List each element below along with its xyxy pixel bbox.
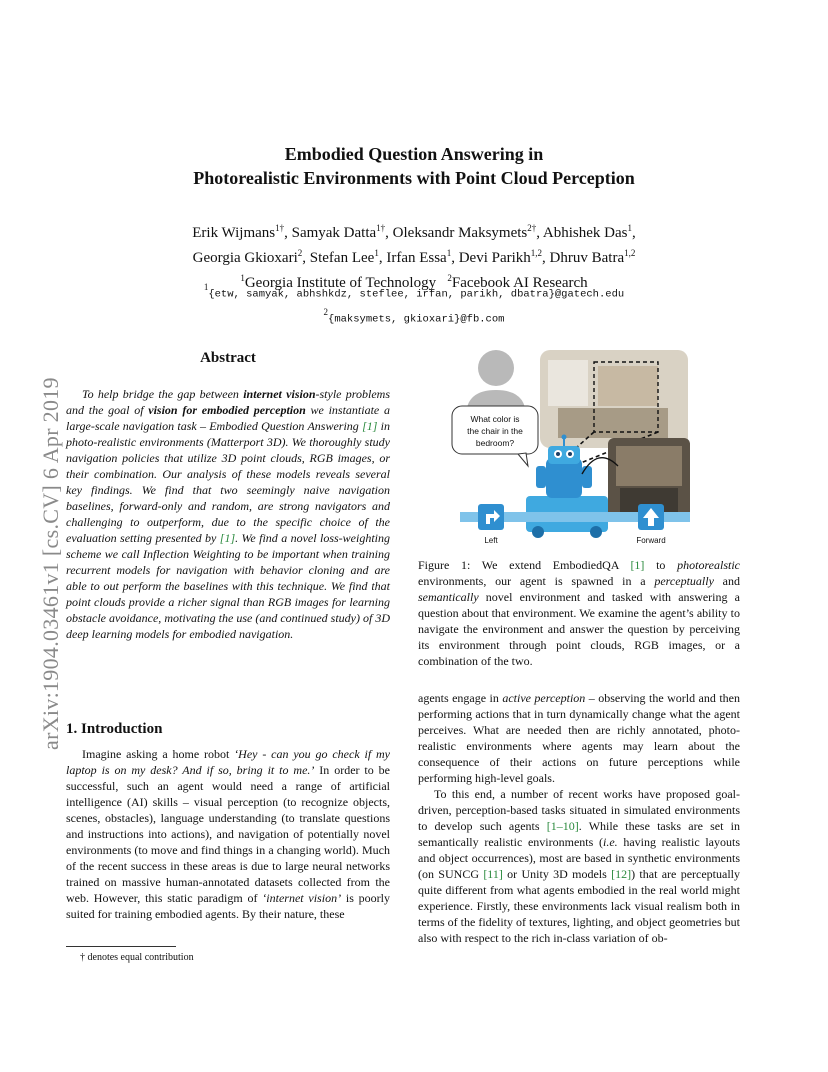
question-line-3: bedroom? — [475, 438, 515, 448]
citation-link[interactable]: [1–10] — [546, 819, 579, 833]
text-run: having realistic layouts and object occurrences), most are based in synthetic environments (on SUNCG — [418, 835, 740, 881]
caption-italic: semantically — [418, 590, 479, 604]
abstract-run: To help bridge the gap between — [82, 387, 244, 401]
caption-run: Figure 1: We extend EmbodiedQA — [418, 558, 631, 572]
abstract-bold: internet vision — [243, 387, 316, 401]
paragraph — [418, 786, 740, 946]
abstract-bold: vision for embodied perception — [148, 403, 306, 417]
caption-run: and — [713, 574, 740, 588]
email-gatech: {etw, samyak, abhshkdz, steflee, irfan, parikh, dbatra}@gatech.edu — [208, 288, 625, 301]
robot-pupil-right — [568, 452, 572, 456]
robot-wheel-right — [590, 526, 602, 538]
forward-label: Forward — [636, 536, 666, 545]
paper-title — [100, 142, 728, 190]
author-name: Irfan Essa — [386, 250, 447, 266]
caption-italic: photorealstic — [677, 558, 740, 572]
author-name: Erik Wijmans — [192, 225, 276, 241]
affil-sup: 1 — [240, 273, 245, 283]
abstract-run: . We find a novel loss-weighting scheme we call Inflection Weighting to be important when training recurrent models for navigation with behavior cloning and are able to out perform the baselines with this technique. We find that point clouds provide a richer signal than RGB images for learning obstacle avoidance, motivating the use (and continued study) of 3D deep learning models for embodied navigation. — [66, 531, 390, 641]
question-line-2: the chair in the — [467, 426, 523, 436]
footnote-rule — [66, 946, 176, 947]
citation-link[interactable]: [11] — [483, 867, 503, 881]
intro-continued — [418, 690, 740, 946]
text-run: – observing the world and then performing actions that in turn dynamically change what the agent perceives. What are needed then are richly annotated, photo-realistic environments where agents may learn about the consequence of their actions on future perceptions while performing high-level goals. — [418, 691, 740, 785]
citation-link[interactable]: [1] — [362, 419, 378, 433]
photo-window — [548, 360, 588, 406]
left-label: Left — [484, 536, 498, 545]
question-line-1: What color is — [470, 414, 520, 424]
email-block — [100, 278, 728, 329]
title-line-1: Embodied Question Answering in — [284, 144, 544, 164]
author-name: Samyak Datta — [291, 225, 377, 241]
abstract-heading: Abstract — [200, 350, 256, 366]
author-sup: 1† — [376, 223, 386, 233]
affiliation-gatech: Georgia Institute of Technology — [244, 275, 437, 291]
caption-italic: perceptually — [654, 574, 714, 588]
author-sup: 1 — [446, 248, 452, 258]
author-sup: 1 — [627, 223, 632, 233]
intro-run: is poorly suited for training embodied agents. By their nature, these — [66, 891, 390, 921]
text-run: . While these tasks are set in semantically realistic environments ( — [418, 819, 740, 849]
author-name: Georgia Gkioxari — [192, 250, 298, 266]
author-sup: 1† — [275, 223, 285, 233]
author-line-1: Erik Wijmans$^{1\dagger}$, Samyak Datta$^{1\dagger}$, Oleksandr Maksymets$^{2\dagger}$, Abhishek Das$^1$, — [192, 223, 636, 241]
citation-link[interactable]: [1] — [630, 558, 645, 572]
caption-run: novel environment and tasked with answering a question about that environment. We examine the agent’s ability to navigate the environment and answer the question by perceiving its environment through point clouds, RGB images, or a combination of the two. — [418, 590, 740, 668]
abstract-run: -style problems and the goal of — [66, 387, 390, 417]
email-fb: {maksymets, gkioxari}@fb.com — [328, 313, 505, 326]
author-sup: 2† — [527, 223, 537, 233]
abstract-text — [66, 386, 390, 642]
email-sup: 1 — [203, 282, 209, 292]
text-italic: active perception — [502, 691, 586, 705]
footnote: † denotes equal contribution — [80, 952, 194, 963]
robot-antenna-tip — [562, 435, 567, 440]
abstract-run: in photo-realistic environments (Matterport 3D). We thoroughly study navigation policies that utilize 3D point clouds, RGB images, or their combination. Our analysis of these models reveals several key findings. We find that two seemingly naive navigation baselines, forward-only and random, are strong navigators and challenging to outperform, due to the specific choice of the evaluation setting presented by — [66, 419, 390, 545]
affil-sup: 2 — [447, 273, 452, 283]
text-run: agents engage in — [418, 691, 503, 705]
pc-region-1 — [616, 446, 682, 486]
intro-quote: ‘internet vision’ — [262, 891, 342, 905]
title-line-2: Photorealistic Environments with Point Cloud Perception — [193, 168, 635, 188]
arxiv-identifier: arXiv:1904.03461v1 [cs.CV] 6 Apr 2019 — [38, 377, 63, 750]
robot-arm-right — [582, 466, 592, 488]
caption-run: to — [644, 558, 678, 572]
author-sup: 1 — [374, 248, 379, 258]
intro-text — [66, 746, 390, 922]
intro-run: Imagine asking a home robot — [82, 747, 235, 761]
caption-run: environments, our agent is spawned in a — [418, 574, 655, 588]
author-sup: 1,2 — [530, 248, 543, 258]
text-run: To this end, a number of recent works have proposed goal-driven, perception-based tasks situated in simulated environments to develop such agents — [418, 787, 740, 833]
citation-link[interactable]: [1] — [219, 531, 236, 545]
author-name: Dhruv Batra — [549, 250, 625, 266]
intro-run: In order to be successful, such an agent would need a range of artificial intelligence (AI) skills – visual perception (to recognize objects, scenes, obstacles), language understanding (to translate questions and instructions into actions), and navigation of potentially novel environments (to move and find things in a changing world). Much of the recent success in these areas is due to large neural networks trained on massive human-annotated datasets collected from the web. However, this static paradigm of — [66, 763, 390, 905]
person-head-icon — [478, 350, 514, 386]
robot-pupil-left — [556, 452, 560, 456]
robot-wheel-left — [532, 526, 544, 538]
author-line-2: Georgia Gkioxari$^2$, Stefan Lee$^1$, Irfan Essa$^1$, Devi Parikh$^{1,2}$, Dhruv Batra$^{1,2}$ — [192, 248, 636, 266]
author-name: Stefan Lee — [309, 250, 375, 266]
speech-bubble-tail — [518, 453, 528, 466]
figure-1-caption — [418, 557, 740, 669]
robot-head — [548, 446, 580, 464]
author-name: Abhishek Das — [542, 225, 628, 241]
author-name: Devi Parikh — [458, 250, 531, 266]
author-sup: 1,2 — [624, 248, 636, 258]
author-sup: 2 — [297, 248, 303, 258]
affiliation-fair: Facebook AI Research — [451, 275, 588, 291]
abstract-run: we instantiate a large-scale navigation task – Embodied Question Answering — [66, 403, 390, 433]
citation-link[interactable]: [12] — [611, 867, 632, 881]
intro-quote: ‘Hey - can you go check if my laptop is on my desk? And if so, bring it to me.’ — [66, 747, 390, 777]
photo-wall — [598, 366, 658, 406]
text-italic: i.e. — [602, 835, 618, 849]
photo-floor — [558, 408, 668, 438]
email-sup: 2 — [323, 307, 329, 318]
text-run: or Unity 3D models — [502, 867, 612, 881]
figure-1-illustration — [448, 346, 694, 546]
text-run: ) that are perceptually quite different from what agents embodied in the real world might experience. Firstly, these environments lack visual realism both in terms of the fidelity of textures, lighting, and object geometries but also with respect to the rich in-class variation of ob- — [418, 867, 740, 945]
author-name: Oleksandr Maksymets — [392, 225, 528, 241]
paragraph — [418, 690, 740, 786]
intro-heading: 1. Introduction — [66, 721, 163, 737]
robot-arm-left — [536, 466, 546, 488]
